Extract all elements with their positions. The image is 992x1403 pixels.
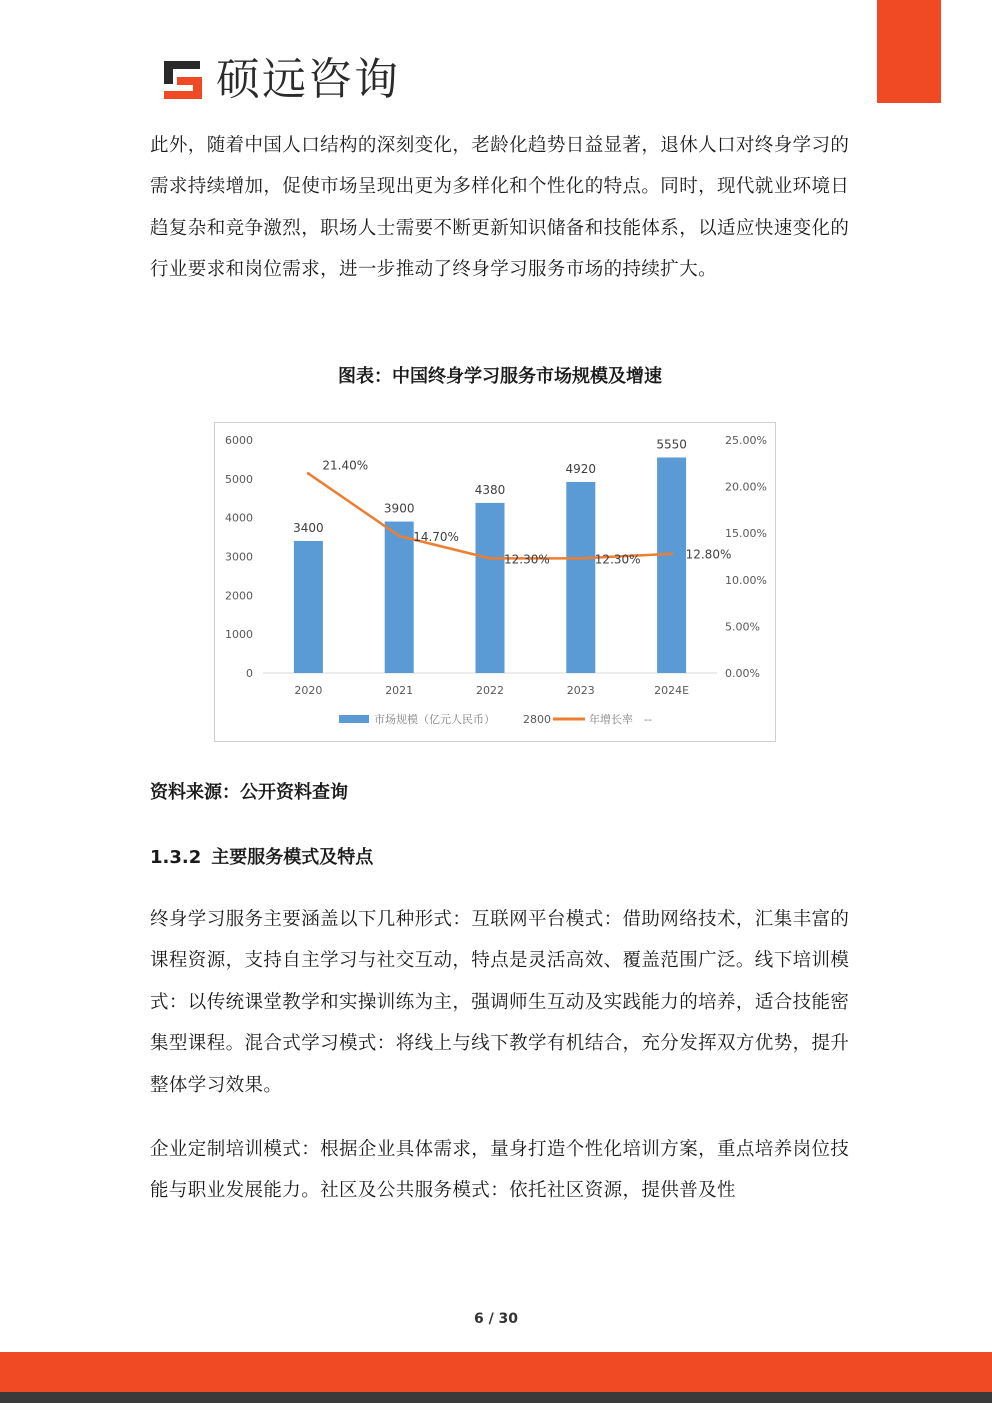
bar-2023 bbox=[566, 482, 595, 673]
right-axis-tick-label: 0.00% bbox=[725, 667, 760, 680]
legend-line-suffix: -- bbox=[644, 713, 652, 726]
growth-rate-point bbox=[489, 557, 492, 560]
left-axis-tick-label: 3000 bbox=[225, 550, 253, 564]
body-paragraph-2: 终身学习服务主要涵盖以下几种形式：互联网平台模式：借助网络技术，汇集丰富的课程资源，支持自主学习与社交互动，特点是灵活高效、覆盖范围广泛。线下培训模式：以传统课堂教学和实操训练为主，强调师生互动及实践能力的培养，适合技能密集型课程。混合式学习模式：将线上与线下教学有机结合，充分发挥双方优势，提升整体学习效果。 bbox=[150, 909, 850, 1096]
market-size-chart bbox=[215, 423, 777, 743]
bar-value-label: 5550 bbox=[656, 437, 687, 452]
bar-2024E bbox=[657, 457, 686, 673]
right-axis-tick-label: 5.00% bbox=[725, 620, 760, 634]
growth-rate-label: 14.70% bbox=[413, 529, 459, 544]
left-axis-tick-label: 5000 bbox=[225, 472, 253, 486]
legend-bar-label: 市场规模（亿元人民币） bbox=[374, 713, 495, 726]
legend-bar-suffix: 2800 bbox=[523, 713, 551, 726]
x-axis-tick-label: 2023 bbox=[566, 684, 595, 697]
bar-2022 bbox=[476, 503, 505, 673]
bar-value-label: 3900 bbox=[383, 501, 415, 516]
growth-rate-label: 12.80% bbox=[685, 547, 732, 562]
body-paragraph-1: 此外，随着中国人口结构的深刻变化，老龄化趋势日益显著，退休人口对终身学习的需求持续增加，促使市场呈现出更为多样化和个性化的特点。同时，现代就业环境日趋复杂和竞争激烈，职场人士需要不断更新知识储备和技能体系，以适应快速变化的行业要求和岗位需求，进一步推动了终身学习服务市场的持续扩大。 bbox=[150, 135, 850, 281]
right-axis-tick-label: 15.00% bbox=[725, 527, 767, 541]
bar-2021 bbox=[385, 522, 414, 673]
brand-logo bbox=[160, 54, 400, 106]
growth-rate-label: 21.40% bbox=[322, 458, 369, 473]
logo-mark-icon bbox=[160, 57, 206, 103]
source-note: 资料来源：公开资料查询 bbox=[150, 782, 348, 803]
section-title: 主要服务模式及特点 bbox=[211, 847, 374, 868]
right-axis-tick-label: 10.00% bbox=[725, 573, 767, 587]
left-axis-tick-label: 0 bbox=[246, 667, 253, 680]
growth-rate-label: 12.30% bbox=[504, 552, 550, 567]
growth-rate-point bbox=[579, 557, 582, 560]
body-paragraph-3: 企业定制培训模式：根据企业具体需求，量身打造个性化培训方案，重点培养岗位技能与职业发展能力。社区及公共服务模式：依托社区资源，提供普及性 bbox=[150, 1139, 850, 1202]
header-accent-block bbox=[877, 0, 941, 103]
right-axis-tick-label: 20.00% bbox=[725, 480, 767, 494]
bar-value-label: 4920 bbox=[565, 461, 597, 476]
left-axis-tick-label: 1000 bbox=[225, 628, 253, 642]
chart-container bbox=[214, 422, 776, 742]
legend-bar-swatch bbox=[339, 715, 369, 723]
x-axis-tick-label: 2024E bbox=[654, 684, 690, 697]
left-axis-tick-label: 2000 bbox=[225, 589, 253, 603]
section-number: 1.3.2 bbox=[150, 847, 202, 868]
growth-rate-point bbox=[307, 472, 310, 475]
left-axis-tick-label: 4000 bbox=[225, 511, 253, 525]
footer-dark-bar bbox=[0, 1392, 992, 1403]
footer-accent-bar bbox=[0, 1352, 992, 1392]
growth-rate-point bbox=[398, 534, 401, 537]
growth-rate-point bbox=[670, 552, 673, 555]
right-axis-tick-label: 25.00% bbox=[725, 434, 767, 447]
legend-line-label: 年增长率 bbox=[589, 713, 633, 726]
x-axis-tick-label: 2022 bbox=[476, 684, 504, 697]
x-axis-tick-label: 2020 bbox=[294, 684, 323, 697]
bar-value-label: 3400 bbox=[293, 520, 324, 535]
growth-rate-label: 12.30% bbox=[594, 552, 641, 567]
section-heading bbox=[150, 843, 373, 869]
bar-value-label: 4380 bbox=[474, 482, 506, 497]
x-axis-tick-label: 2021 bbox=[385, 684, 414, 697]
figure-title: 图表：中国终身学习服务市场规模及增速 bbox=[338, 366, 662, 387]
left-axis-tick-label: 6000 bbox=[225, 434, 253, 447]
page-number: 6 / 30 bbox=[473, 1311, 519, 1327]
brand-name: 硕远咨询 bbox=[216, 54, 400, 105]
bar-2020 bbox=[294, 541, 323, 673]
